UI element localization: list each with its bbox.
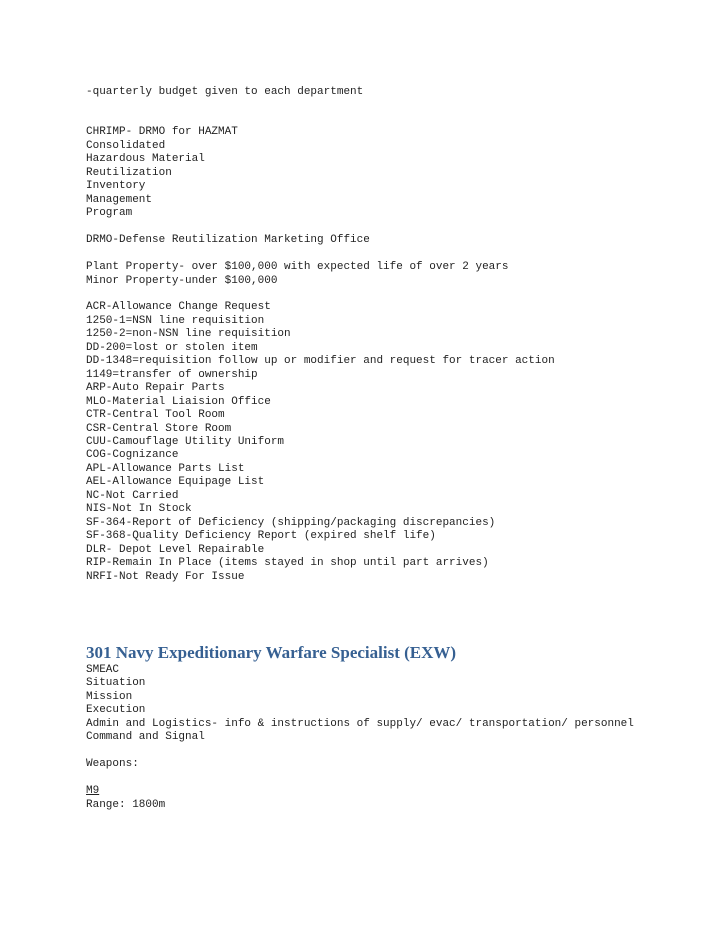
chrimp-line: Program <box>86 207 133 220</box>
acronym-item: AEL-Allowance Equipage List <box>86 476 265 489</box>
acronym-item: 1149=transfer of ownership <box>86 368 258 381</box>
acronym-item: ARP-Auto Repair Parts <box>86 382 225 395</box>
acronym-item: MLO-Material Liaision Office <box>86 395 271 408</box>
acronym-item: COG-Cognizance <box>86 449 179 462</box>
acronym-item: CTR-Central Tool Room <box>86 409 225 422</box>
chrimp-line: Consolidated <box>86 139 166 152</box>
acronym-item: APL-Allowance Parts List <box>86 462 245 475</box>
smeac-block <box>86 664 686 745</box>
section-heading: 301 Navy Expeditionary Warfare Specialist (EXW) <box>86 643 457 662</box>
property-line: Plant Property- over $100,000 with expected life of over 2 years <box>86 261 509 274</box>
property-block <box>86 261 686 288</box>
document-page <box>86 86 686 812</box>
acronym-item: NIS-Not In Stock <box>86 503 192 516</box>
budget-note: -quarterly budget given to each department <box>86 86 364 98</box>
smeac-line: Mission <box>86 690 133 703</box>
acronym-item: DLR- Depot Level Repairable <box>86 543 265 556</box>
smeac-line: SMEAC <box>86 664 120 676</box>
acronym-item: NRFI-Not Ready For Issue <box>86 570 245 583</box>
smeac-line: Command and Signal <box>86 731 205 744</box>
m9-range: Range: 1800m <box>86 798 166 811</box>
acronym-item: ACR-Allowance Change Request <box>86 301 271 314</box>
chrimp-line: Hazardous Material <box>86 153 205 166</box>
chrimp-line: Management <box>86 193 153 206</box>
chrimp-line: Inventory <box>86 180 146 193</box>
acronym-item: 1250-2=non-NSN line requisition <box>86 328 291 341</box>
weapons-label: Weapons: <box>86 758 139 771</box>
drmo-definition: DRMO-Defense Reutilization Marketing Office <box>86 234 370 247</box>
acronym-item: CUU-Camouflage Utility Uniform <box>86 436 285 449</box>
chrimp-line: CHRIMP- DRMO for HAZMAT <box>86 126 238 139</box>
chrimp-block <box>86 126 686 220</box>
acronym-item: SF-368-Quality Deficiency Report (expired shelf life) <box>86 530 436 543</box>
acronym-item: CSR-Central Store Room <box>86 422 232 435</box>
acronym-item: NC-Not Carried <box>86 489 179 502</box>
property-line: Minor Property-under $100,000 <box>86 274 278 287</box>
acronym-item: 1250-1=NSN line requisition <box>86 314 265 327</box>
m9-label: M9 <box>86 785 100 798</box>
acronym-item: SF-364-Report of Deficiency (shipping/packaging discrepancies) <box>86 516 496 529</box>
acronym-item: DD-1348=requisition follow up or modifier and request for tracer action <box>86 355 555 368</box>
acronym-list <box>86 301 686 584</box>
acronym-item: RIP-Remain In Place (items stayed in shop until part arrives) <box>86 557 489 570</box>
acronym-item: DD-200=lost or stolen item <box>86 341 258 354</box>
smeac-line: Situation <box>86 677 146 690</box>
chrimp-line: Reutilization <box>86 166 172 179</box>
smeac-line: Admin and Logistics- info & instructions of supply/ evac/ transportation/ personnel <box>86 717 634 730</box>
smeac-line: Execution <box>86 704 146 717</box>
